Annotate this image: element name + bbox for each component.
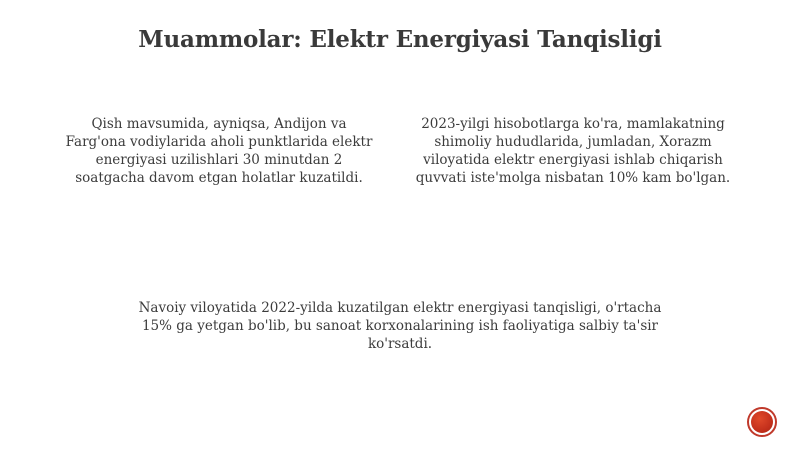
paragraph-left: Qish mavsumida, ayniqsa, Andijon va Farg'ona vodiylarida aholi punktlarida elektr energiyasi uzilishlari 30 minutdan 2 soatgacha davom etgan holatlar kuzatildi. [65, 116, 373, 186]
slide-title: Muammolar: Elektr Energiyasi Tanqisligi [138, 26, 662, 53]
circle-button-icon[interactable] [747, 407, 777, 437]
circle-button-fill [751, 411, 773, 433]
paragraph-bottom: Navoiy viloyatida 2022-yilda kuzatilgan elektr energiyasi tanqisligi, o'rtacha 15% ga yetgan bo'lib, bu sanoat korxonalarining ish faoliyatiga salbiy ta'sir ko'rsatdi. [138, 300, 662, 352]
paragraph-right: 2023-yilgi hisobotlarga ko'ra, mamlakatning shimoliy hududlarida, jumladan, Xorazm viloyatida elektr energiyasi ishlab chiqarish quvvati iste'molga nisbatan 10% kam bo'lgan. [415, 116, 731, 186]
